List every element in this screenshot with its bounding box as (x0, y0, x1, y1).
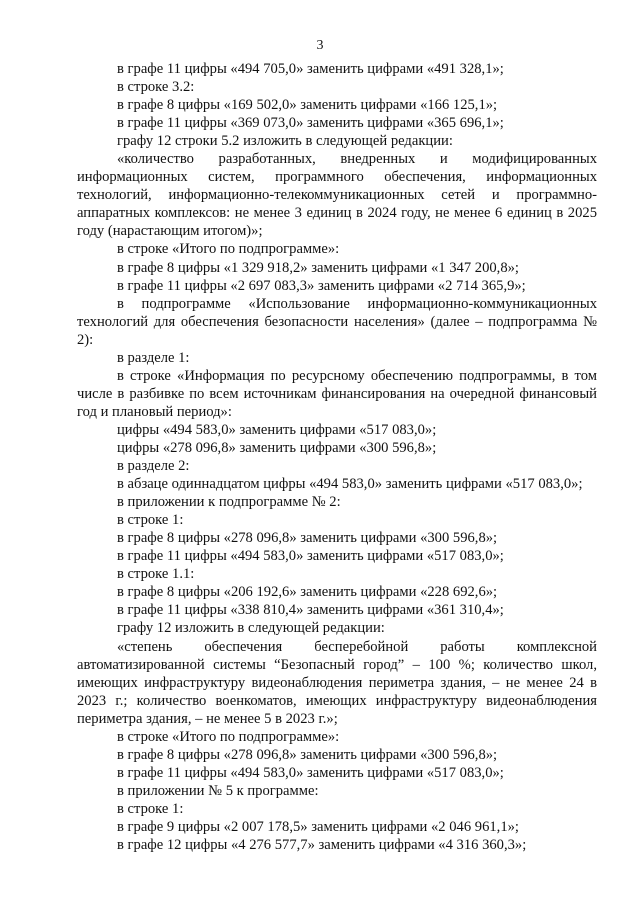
paragraph: в графе 11 цифры «494 583,0» заменить цифрами «517 083,0»; (117, 764, 504, 781)
paragraph: в графе 9 цифры «2 007 178,5» заменить цифрами «2 046 961,1»; (117, 818, 519, 835)
paragraph: графу 12 строки 5.2 изложить в следующей редакции: (117, 133, 453, 150)
paragraph: в графе 11 цифры «494 705,0» заменить цифрами «491 328,1»; (117, 61, 504, 77)
paragraph: в разделе 1: (117, 349, 190, 366)
paragraph: цифры «494 583,0» заменить цифрами «517 083,0»; (117, 421, 437, 438)
paragraph: в строке «Информация по ресурсному обеспечению подпрограммы, в том числе в разбивке по всем источникам финансирования на очередной финансовый год и плановый период»: (77, 367, 597, 420)
paragraph: в графе 8 цифры «278 096,8» заменить цифрами «300 596,8»; (117, 530, 498, 547)
paragraph: в строке 3.2: (117, 79, 195, 96)
paragraph: в графе 8 цифры «169 502,0» заменить цифрами «166 125,1»; (117, 97, 498, 114)
paragraph: в графе 8 цифры «206 192,6» заменить цифрами «228 692,6»; (117, 584, 498, 601)
paragraph: в графе 12 цифры «4 276 577,7» заменить цифрами «4 316 360,3»; (117, 837, 527, 854)
paragraph: в строке «Итого по подпрограмме»: (117, 241, 340, 258)
document-body (77, 60, 597, 854)
paragraph: в приложении № 5 к программе: (117, 782, 319, 799)
paragraph: в строке 1.1: (117, 566, 195, 583)
paragraph: в графе 11 цифры «369 073,0» заменить цифрами «365 696,1»; (117, 115, 504, 132)
paragraph: в строке «Итого по подпрограмме»: (117, 728, 340, 745)
paragraph: цифры «278 096,8» заменить цифрами «300 596,8»; (117, 439, 437, 456)
paragraph: «степень обеспечения бесперебойной работы комплексной автоматизированной системы “Безопасный город” – 100 %; количество школ, имеющих инфраструктуру видеонаблюдения периметра здания, – не менее 24 в 2023 г.; количество военкоматов, имеющих инфраструктуру видеонаблюдения периметра здания, – не менее 5 в 2023 г.»; (77, 638, 597, 727)
paragraph: в строке 1: (117, 800, 184, 817)
paragraph: графу 12 изложить в следующей редакции: (117, 620, 385, 637)
paragraph: в графе 8 цифры «278 096,8» заменить цифрами «300 596,8»; (117, 746, 498, 763)
paragraph: «количество разработанных, внедренных и модифицированных информационных систем, программного обеспечения, информационных технологий, информационно-телекоммуникационных сетей и программно-аппаратных комплексов: не менее 3 единиц в 2024 году, не менее 6 единиц в 2025 году (нарастающим итогом)»; (77, 151, 597, 240)
paragraph: в разделе 2: (117, 458, 190, 475)
paragraph: в подпрограмме «Использование информационно-коммуникационных технологий для обеспечения безопасности населения» (далее – подпрограмма № 2): (77, 295, 597, 348)
paragraph: в приложении к подпрограмме № 2: (117, 494, 341, 511)
paragraph: в графе 11 цифры «338 810,4» заменить цифрами «361 310,4»; (117, 602, 504, 619)
paragraph: в графе 11 цифры «2 697 083,3» заменить цифрами «2 714 365,9»; (117, 277, 526, 294)
paragraph: в графе 11 цифры «494 583,0» заменить цифрами «517 083,0»; (117, 548, 504, 565)
page-number: 3 (316, 38, 324, 53)
paragraph: в графе 8 цифры «1 329 918,2» заменить цифрами «1 347 200,8»; (117, 259, 519, 276)
paragraph: в строке 1: (117, 512, 184, 529)
paragraph: в абзаце одиннадцатом цифры «494 583,0» заменить цифрами «517 083,0»; (117, 476, 583, 493)
